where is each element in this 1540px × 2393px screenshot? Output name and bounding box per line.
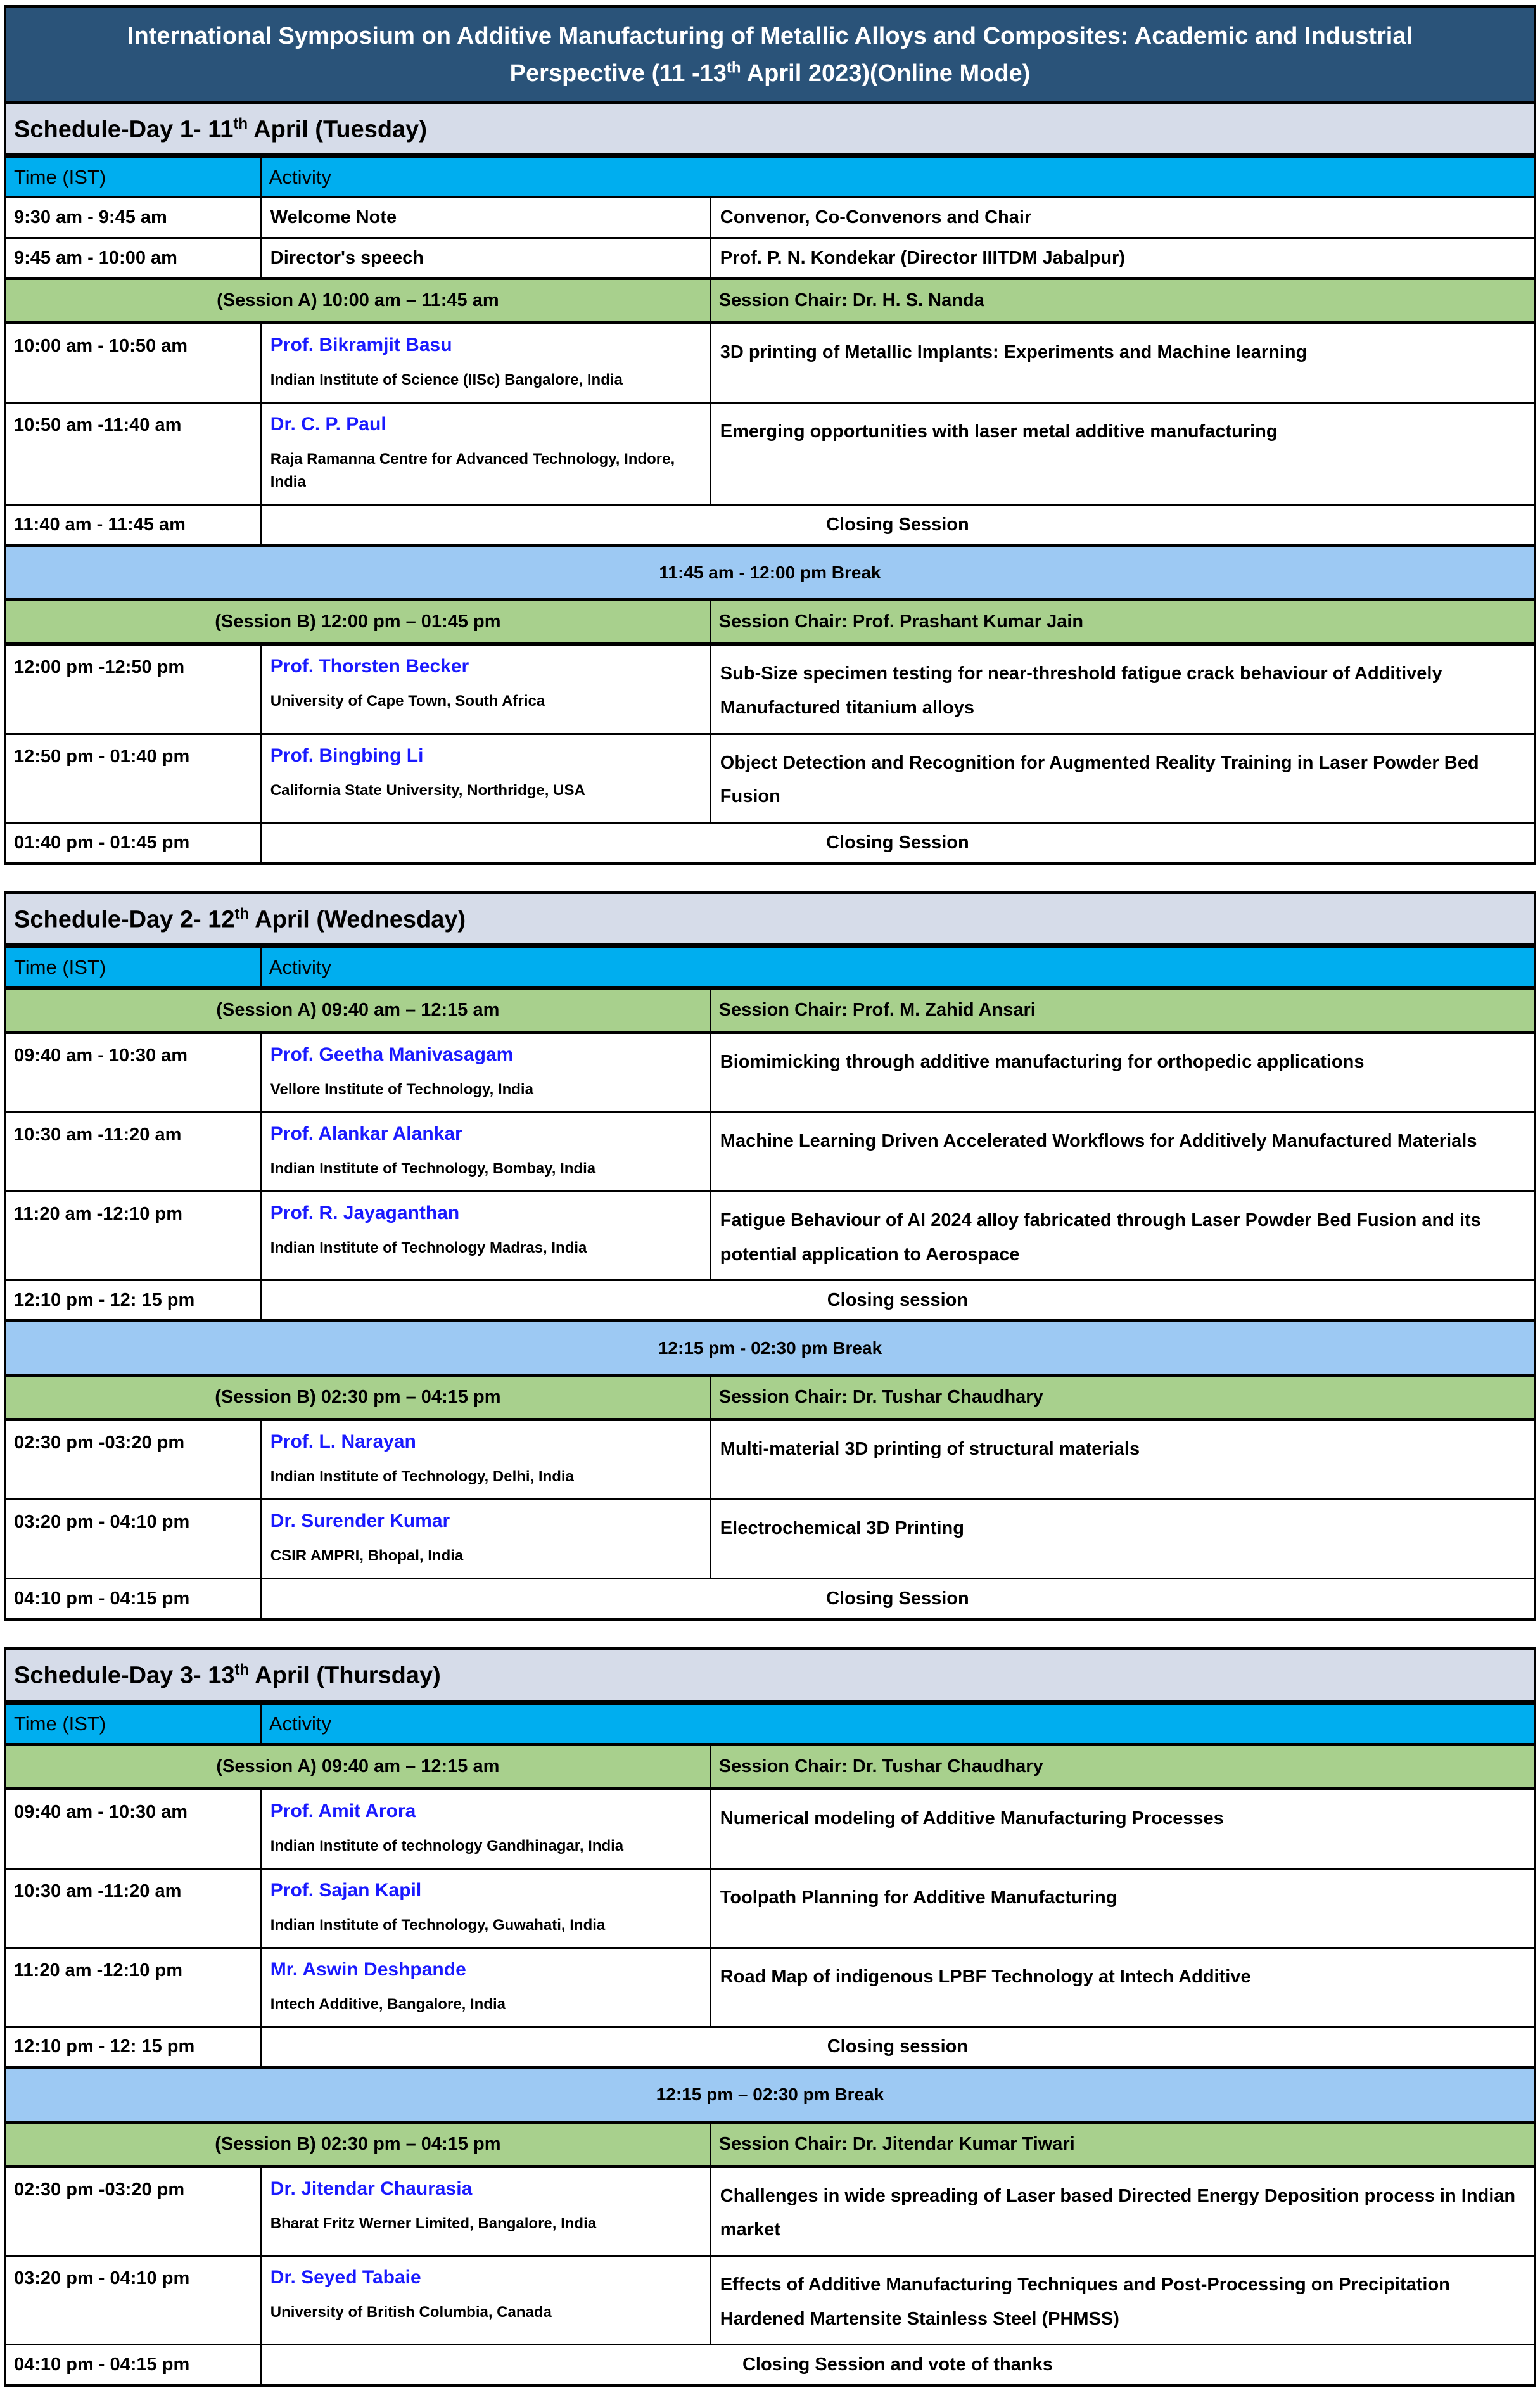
title-line-2-prefix: Perspective (11 -13: [509, 60, 727, 87]
activity-cell: Director's speech: [260, 238, 710, 279]
closing-row: [5, 2027, 1535, 2067]
speaker-cell: [260, 644, 710, 734]
table-row: [5, 238, 1535, 279]
session-row: [5, 600, 1535, 644]
time-cell: 09:40 am - 10:30 am: [5, 1789, 260, 1868]
break-label: 12:15 pm - 02:30 pm Break: [5, 1321, 1535, 1375]
closing-row: [5, 1579, 1535, 1619]
talk-title: Road Map of indigenous LPBF Technology at Intech Additive: [710, 1948, 1535, 2027]
break-label: 12:15 pm – 02:30 pm Break: [5, 2067, 1535, 2122]
column-header-activity: Activity: [260, 157, 1535, 198]
speaker-affiliation: Raja Ramanna Centre for Advanced Technology, Indore, India: [270, 450, 675, 491]
speaker-cell: [260, 1500, 710, 1579]
title-line-2-suffix: April 2023)(Online Mode): [741, 60, 1031, 87]
speaker-affiliation: Intech Additive, Bangalore, India: [270, 1995, 506, 2013]
break-row: [5, 546, 1535, 600]
speaker-name: Prof. R. Jayaganthan: [270, 1203, 460, 1224]
table-row: [5, 1789, 1535, 1868]
activity-cell: Welcome Note: [260, 198, 710, 238]
session-time: (Session B) 12:00 pm – 01:45 pm: [5, 600, 710, 644]
closing-label: Closing Session and vote of thanks: [260, 2345, 1535, 2385]
day-2-ordinal: th: [234, 905, 250, 922]
table-row: [5, 403, 1535, 505]
talk-title: Biomimicking through additive manufacturing for orthopedic applications: [710, 1033, 1535, 1113]
closing-row: [5, 2345, 1535, 2385]
day-2-section: [4, 891, 1536, 1621]
time-cell: 9:30 am - 9:45 am: [5, 198, 260, 238]
column-header-activity: Activity: [260, 947, 1535, 988]
speaker-name: Prof. Geetha Manivasagam: [270, 1044, 514, 1066]
time-cell: 12:10 pm - 12: 15 pm: [5, 2027, 260, 2067]
table-row: [5, 323, 1535, 403]
session-time: (Session A) 09:40 am – 12:15 am: [5, 988, 710, 1033]
speaker-affiliation: CSIR AMPRI, Bhopal, India: [270, 1547, 464, 1565]
session-chair: Session Chair: Dr. Tushar Chaudhary: [710, 1375, 1535, 1420]
time-cell: 03:20 pm - 04:10 pm: [5, 1500, 260, 1579]
day-1-ordinal: th: [233, 115, 248, 132]
day-3-header-text: Schedule-Day 3- 13: [14, 1662, 235, 1689]
session-chair: Session Chair: Prof. M. Zahid Ansari: [710, 988, 1535, 1033]
talk-title: Numerical modeling of Additive Manufacturing Processes: [710, 1789, 1535, 1868]
time-cell: 02:30 pm -03:20 pm: [5, 1420, 260, 1500]
speaker-cell: [260, 2166, 710, 2256]
session-chair: Session Chair: Dr. H. S. Nanda: [710, 279, 1535, 323]
day-3-section: [4, 1647, 1536, 2387]
column-header-time: Time (IST): [5, 1704, 260, 1745]
talk-title: Object Detection and Recognition for Augmented Reality Training in Laser Powder Bed Fusion: [710, 734, 1535, 822]
page-title: [4, 5, 1536, 101]
column-header-time: Time (IST): [5, 157, 260, 198]
speaker-affiliation: University of British Columbia, Canada: [270, 2303, 552, 2321]
closing-row: [5, 823, 1535, 864]
speaker-name: Prof. Bikramjit Basu: [270, 335, 452, 356]
speaker-affiliation: Indian Institute of Technology, Guwahati, India: [270, 1916, 606, 1934]
break-row: [5, 1321, 1535, 1375]
speaker-name: Dr. Seyed Tabaie: [270, 2266, 421, 2288]
time-cell: 11:20 am -12:10 pm: [5, 1192, 260, 1280]
talk-title: Effects of Additive Manufacturing Techniques and Post-Processing on Precipitation Hardened Martensite Stainless Steel (PHMSS): [710, 2256, 1535, 2344]
time-cell: 12:00 pm -12:50 pm: [5, 644, 260, 734]
column-header-time: Time (IST): [5, 947, 260, 988]
session-row: [5, 2122, 1535, 2166]
table-row: [5, 1033, 1535, 1113]
table-row: [5, 2256, 1535, 2344]
speaker-name: Prof. L. Narayan: [270, 1431, 416, 1453]
speaker-affiliation: Indian Institute of Technology, Bombay, India: [270, 1160, 596, 1178]
day-3-header: [4, 1647, 1536, 1702]
column-header-activity: Activity: [260, 1704, 1535, 1745]
table-row: [5, 1948, 1535, 2027]
speaker-name: Dr. C. P. Paul: [270, 414, 386, 435]
speaker-name: Prof. Sajan Kapil: [270, 1879, 422, 1901]
table-row: [5, 1192, 1535, 1280]
table-row: [5, 1113, 1535, 1192]
session-time: (Session A) 10:00 am – 11:45 am: [5, 279, 710, 323]
day-2-header-text: Schedule-Day 2- 12: [14, 906, 235, 933]
speaker-affiliation: University of Cape Town, South Africa: [270, 692, 545, 710]
table-row: [5, 1868, 1535, 1948]
day-1-section: [4, 101, 1536, 865]
break-label: 11:45 am - 12:00 pm Break: [5, 546, 1535, 600]
talk-title: Electrochemical 3D Printing: [710, 1500, 1535, 1579]
session-row: [5, 1744, 1535, 1789]
session-row: [5, 279, 1535, 323]
speaker-cell: [260, 403, 710, 505]
speaker-affiliation: California State University, Northridge, USA: [270, 781, 585, 799]
day-1-header-text: Schedule-Day 1- 11: [14, 116, 234, 143]
time-cell: 12:10 pm - 12: 15 pm: [5, 1280, 260, 1321]
speaker-cell: [260, 1789, 710, 1868]
closing-label: Closing session: [260, 1280, 1535, 1321]
talk-title: Multi-material 3D printing of structural materials: [710, 1420, 1535, 1500]
speaker-affiliation: Indian Institute of technology Gandhinagar, India: [270, 1837, 624, 1854]
session-row: [5, 1375, 1535, 1420]
closing-row: [5, 1280, 1535, 1321]
time-cell: 04:10 pm - 04:15 pm: [5, 2345, 260, 2385]
speaker-cell: [260, 2256, 710, 2344]
session-time: (Session B) 02:30 pm – 04:15 pm: [5, 1375, 710, 1420]
speaker-cell: [260, 734, 710, 822]
speaker-cell: [260, 323, 710, 403]
table-row: [5, 734, 1535, 822]
closing-label: Closing session: [260, 2027, 1535, 2067]
speaker-name: Dr. Surender Kumar: [270, 1510, 450, 1532]
column-header-row: [5, 947, 1535, 988]
speaker-cell: [260, 1113, 710, 1192]
talk-title: Challenges in wide spreading of Laser based Directed Energy Deposition process in Indian market: [710, 2166, 1535, 2256]
talk-title: Emerging opportunities with laser metal additive manufacturing: [710, 403, 1535, 505]
section-gap: [4, 1621, 1536, 1647]
closing-label: Closing Session: [260, 823, 1535, 864]
title-line-2: [25, 55, 1515, 93]
time-cell: 9:45 am - 10:00 am: [5, 238, 260, 279]
table-row: [5, 1500, 1535, 1579]
table-row: [5, 2166, 1535, 2256]
speaker-name: Prof. Alankar Alankar: [270, 1123, 462, 1145]
speaker-affiliation: Bharat Fritz Werner Limited, Bangalore, India: [270, 2214, 597, 2232]
break-row: [5, 2067, 1535, 2122]
speaker-name: Prof. Amit Arora: [270, 1800, 416, 1822]
day-2-schedule-table: [4, 946, 1536, 1621]
time-cell: 10:50 am -11:40 am: [5, 403, 260, 505]
time-cell: 10:00 am - 10:50 am: [5, 323, 260, 403]
table-row: [5, 1420, 1535, 1500]
day-3-schedule-table: [4, 1702, 1536, 2387]
day-1-schedule-table: [4, 156, 1536, 864]
column-header-row: [5, 1704, 1535, 1745]
time-cell: 10:30 am -11:20 am: [5, 1868, 260, 1948]
day-1-header: [4, 101, 1536, 156]
day-3-header-rest: April (Thursday): [249, 1662, 441, 1689]
speaker-cell: [260, 1420, 710, 1500]
title-ordinal: th: [726, 59, 741, 77]
closing-row: [5, 505, 1535, 546]
session-time: (Session A) 09:40 am – 12:15 am: [5, 1744, 710, 1789]
talk-title: Machine Learning Driven Accelerated Workflows for Additively Manufactured Materials: [710, 1113, 1535, 1192]
time-cell: 11:40 am - 11:45 am: [5, 505, 260, 546]
time-cell: 10:30 am -11:20 am: [5, 1113, 260, 1192]
detail-cell: Prof. P. N. Kondekar (Director IIITDM Jabalpur): [710, 238, 1535, 279]
speaker-name: Dr. Jitendar Chaurasia: [270, 2178, 473, 2199]
time-cell: 12:50 pm - 01:40 pm: [5, 734, 260, 822]
speaker-cell: [260, 1868, 710, 1948]
talk-title: Sub-Size specimen testing for near-threshold fatigue crack behaviour of Additively Manufactured titanium alloys: [710, 644, 1535, 734]
speaker-cell: [260, 1948, 710, 2027]
speaker-affiliation: Vellore Institute of Technology, India: [270, 1081, 533, 1099]
closing-label: Closing Session: [260, 1579, 1535, 1619]
talk-title: Fatigue Behaviour of Al 2024 alloy fabricated through Laser Powder Bed Fusion and its potential application to Aerospace: [710, 1192, 1535, 1280]
detail-cell: Convenor, Co-Convenors and Chair: [710, 198, 1535, 238]
table-row: [5, 644, 1535, 734]
session-chair: Session Chair: Dr. Jitendar Kumar Tiwari: [710, 2122, 1535, 2166]
closing-label: Closing Session: [260, 505, 1535, 546]
speaker-name: Prof. Bingbing Li: [270, 744, 424, 766]
session-row: [5, 988, 1535, 1033]
time-cell: 01:40 pm - 01:45 pm: [5, 823, 260, 864]
time-cell: 11:20 am -12:10 pm: [5, 1948, 260, 2027]
time-cell: 04:10 pm - 04:15 pm: [5, 1579, 260, 1619]
talk-title: Toolpath Planning for Additive Manufacturing: [710, 1868, 1535, 1948]
session-chair: Session Chair: Dr. Tushar Chaudhary: [710, 1744, 1535, 1789]
speaker-affiliation: Indian Institute of Technology, Delhi, India: [270, 1468, 574, 1486]
time-cell: 03:20 pm - 04:10 pm: [5, 2256, 260, 2344]
talk-title: 3D printing of Metallic Implants: Experiments and Machine learning: [710, 323, 1535, 403]
speaker-affiliation: Indian Institute of Technology Madras, India: [270, 1239, 587, 1257]
day-2-header: [4, 891, 1536, 947]
table-row: [5, 198, 1535, 238]
session-time: (Session B) 02:30 pm – 04:15 pm: [5, 2122, 710, 2166]
speaker-cell: [260, 1192, 710, 1280]
column-header-row: [5, 157, 1535, 198]
section-gap: [4, 865, 1536, 891]
day-1-header-rest: April (Tuesday): [248, 116, 427, 143]
day-3-ordinal: th: [234, 1661, 250, 1678]
speaker-cell: [260, 1033, 710, 1113]
speaker-affiliation: Indian Institute of Science (IISc) Bangalore, India: [270, 371, 623, 389]
session-chair: Session Chair: Prof. Prashant Kumar Jain: [710, 600, 1535, 644]
day-2-header-rest: April (Wednesday): [249, 906, 466, 933]
time-cell: 09:40 am - 10:30 am: [5, 1033, 260, 1113]
speaker-name: Prof. Thorsten Becker: [270, 656, 469, 677]
title-line-1: International Symposium on Additive Manufacturing of Metallic Alloys and Composites: Academic and Industrial: [127, 23, 1413, 49]
speaker-name: Mr. Aswin Deshpande: [270, 1958, 466, 1980]
time-cell: 02:30 pm -03:20 pm: [5, 2166, 260, 2256]
